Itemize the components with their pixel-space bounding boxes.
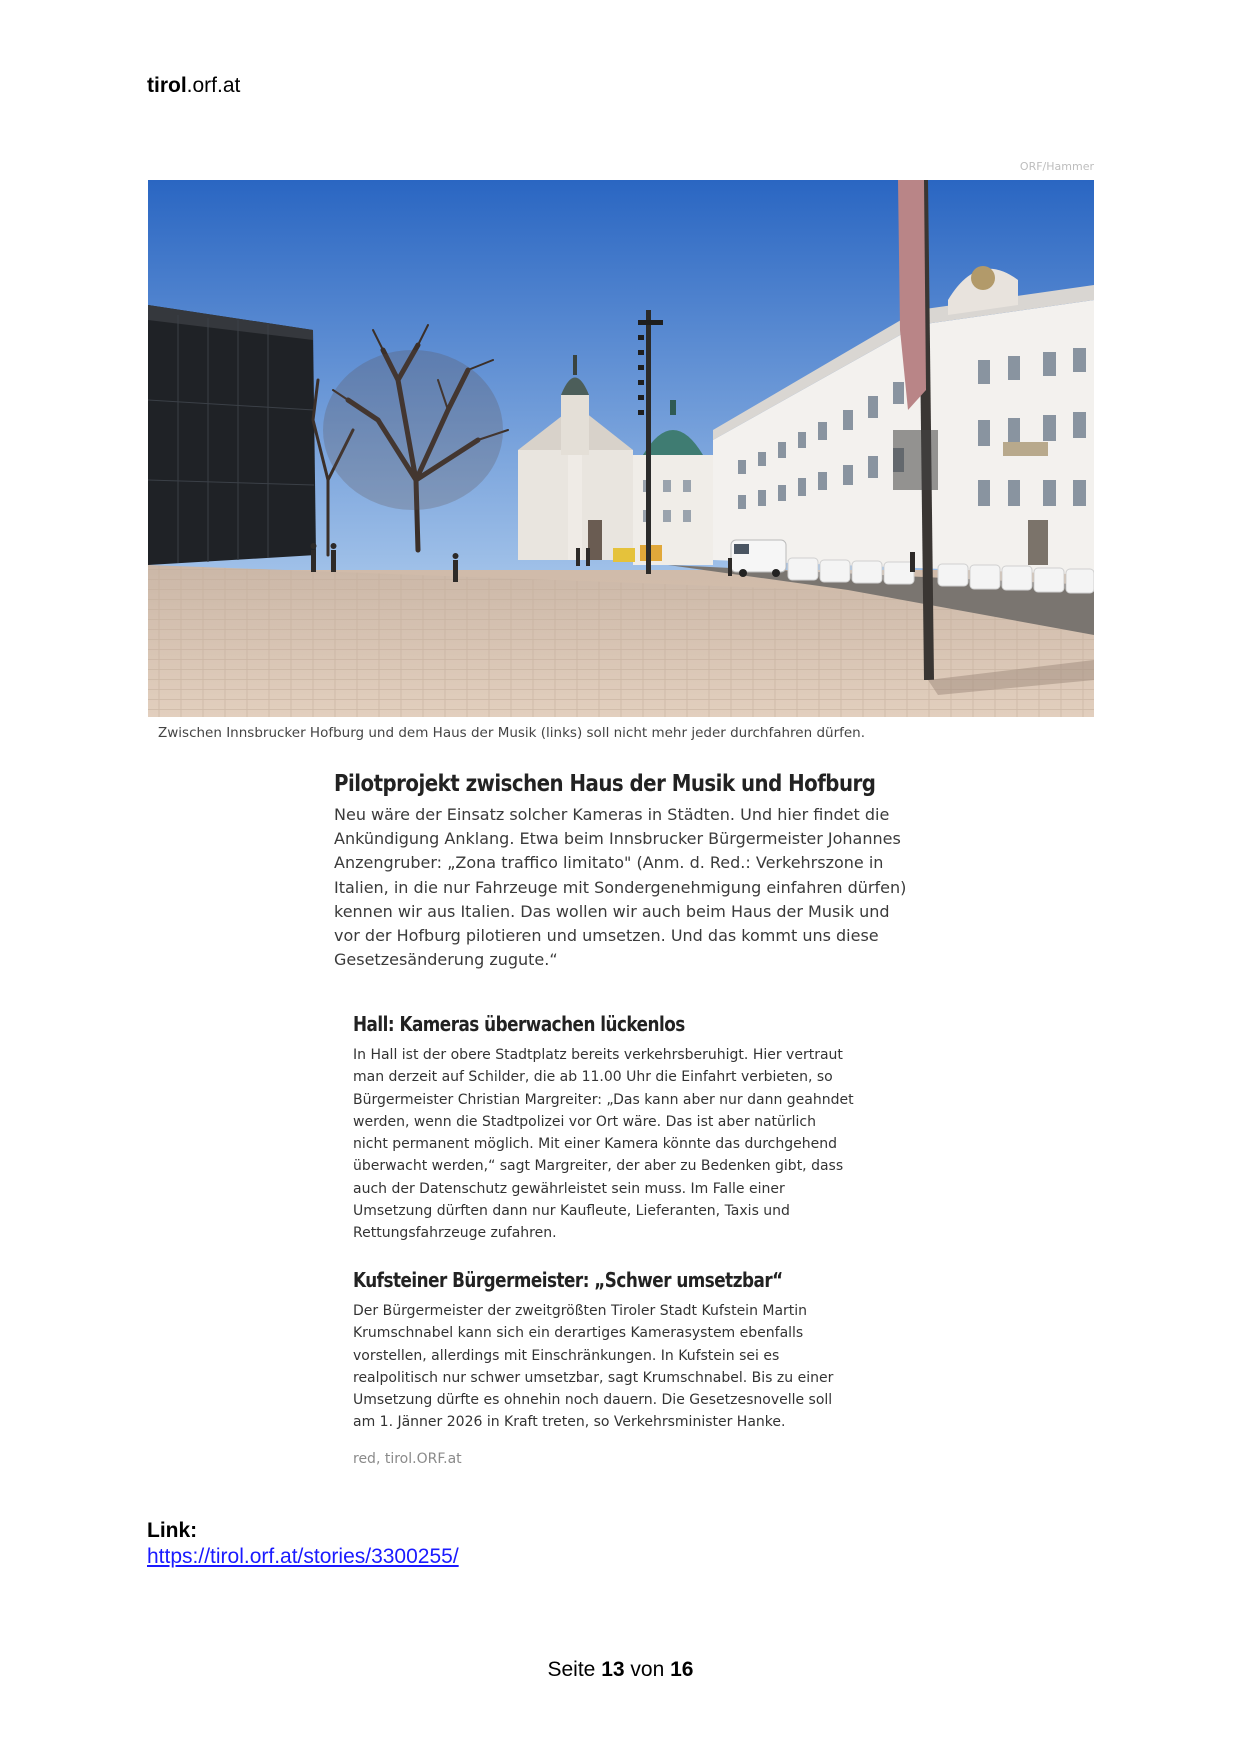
paragraph-line: Italien, in die nur Fahrzeuge mit Sondergenehmigung einfahren dürfen)	[334, 877, 907, 897]
article-link[interactable]: https://tirol.orf.at/stories/3300255/	[147, 1545, 459, 1568]
paragraph-line: vor der Hofburg pilotieren und umsetzen. Und das kommt uns diese	[334, 926, 879, 946]
page-footer	[0, 1658, 1241, 1682]
footer-page-total: 16	[670, 1658, 694, 1681]
footer-middle: von	[630, 1658, 665, 1681]
section-heading-pilot: Pilotprojekt zwischen Haus der Musik und Hofburg	[334, 771, 876, 797]
section-heading-hall: Hall: Kameras überwachen lückenlos	[353, 1012, 685, 1036]
section-paragraph-pilot	[334, 803, 924, 972]
article-source: red, tirol.ORF.at	[353, 1451, 462, 1467]
section-heading-kufstein: Kufsteiner Bürgermeister: „Schwer umsetzbar“	[353, 1268, 783, 1292]
paragraph-line: nicht permanent möglich. Mit einer Kamera könnte das durchgehend	[353, 1136, 837, 1153]
paragraph-line: Der Bürgermeister der zweitgrößten Tiroler Stadt Kufstein Martin	[353, 1303, 808, 1319]
link-label: Link:	[147, 1519, 198, 1542]
site-name: tirol.orf.at	[147, 74, 241, 97]
paragraph-line: realpolitisch nur schwer umsetzbar, sagt Krumschnabel. Bis zu einer	[353, 1369, 834, 1386]
paragraph-line: vorstellen, allerdings mit Einschränkungen. In Kufstein sei es	[353, 1347, 780, 1364]
paragraph-line: man derzeit auf Schilder, die ab 11.00 Uhr die Einfahrt verbieten, so	[353, 1069, 833, 1086]
section-paragraph-hall	[353, 1044, 854, 1245]
footer-prefix: Seite	[547, 1658, 596, 1681]
photo-credit: ORF/Hammer	[1019, 160, 1094, 173]
paragraph-line: In Hall ist der obere Stadtplatz bereits verkehrsberuhigt. Hier vertraut	[353, 1047, 843, 1063]
paragraph-line: am 1. Jänner 2026 in Kraft treten, so Verkehrsminister Hanke.	[353, 1414, 786, 1431]
house-of-music-building	[148, 305, 316, 565]
section-paragraph-kufstein	[353, 1300, 833, 1434]
photo-caption: Zwischen Innsbrucker Hofburg und dem Haus der Musik (links) soll nicht mehr jeder durchfahren dürfen.	[158, 725, 866, 741]
paragraph-line: Rettungsfahrzeuge zufahren.	[353, 1225, 557, 1242]
paragraph-line: Umsetzung dürfte es ohnehin noch dauern. Die Gesetzesnovelle soll	[353, 1392, 833, 1409]
paragraph-line: Krumschnabel kann sich ein derartiges Kamerasystem ebenfalls	[353, 1325, 804, 1342]
paragraph-line: auch der Datenschutz gewährleistet sein muss. Im Falle einer	[353, 1180, 785, 1197]
paragraph-line: überwacht werden,“ sagt Margreiter, der aber zu Bedenken gibt, dass	[353, 1158, 844, 1175]
paragraph-line: werden, wenn die Stadtpolizei vor Ort wäre. Das ist aber natürlich	[353, 1113, 817, 1130]
paragraph-line: Anzengruber: „Zona traffico limitato" (Anm. d. Red.: Verkehrszone in	[334, 853, 884, 873]
paragraph-line: Bürgermeister Christian Margreiter: „Das kann aber nur dann geahndet	[353, 1091, 854, 1108]
paragraph-line: Neu wäre der Einsatz solcher Kameras in Städten. Und hier findet die	[334, 805, 890, 824]
white-van	[731, 540, 786, 577]
paragraph-line: Ankündigung Anklang. Etwa beim Innsbrucker Bürgermeister Johannes	[334, 829, 901, 849]
footer-page-number: 13	[601, 1658, 625, 1681]
paragraph-line: Umsetzung dürften dann nur Kaufleute, Lieferanten, Taxis und	[353, 1203, 790, 1220]
article-photo	[148, 180, 1094, 717]
paragraph-line: Gesetzesänderung zugute.“	[334, 950, 558, 970]
paragraph-line: kennen wir aus Italien. Das wollen wir auch beim Haus der Musik und	[334, 901, 890, 921]
